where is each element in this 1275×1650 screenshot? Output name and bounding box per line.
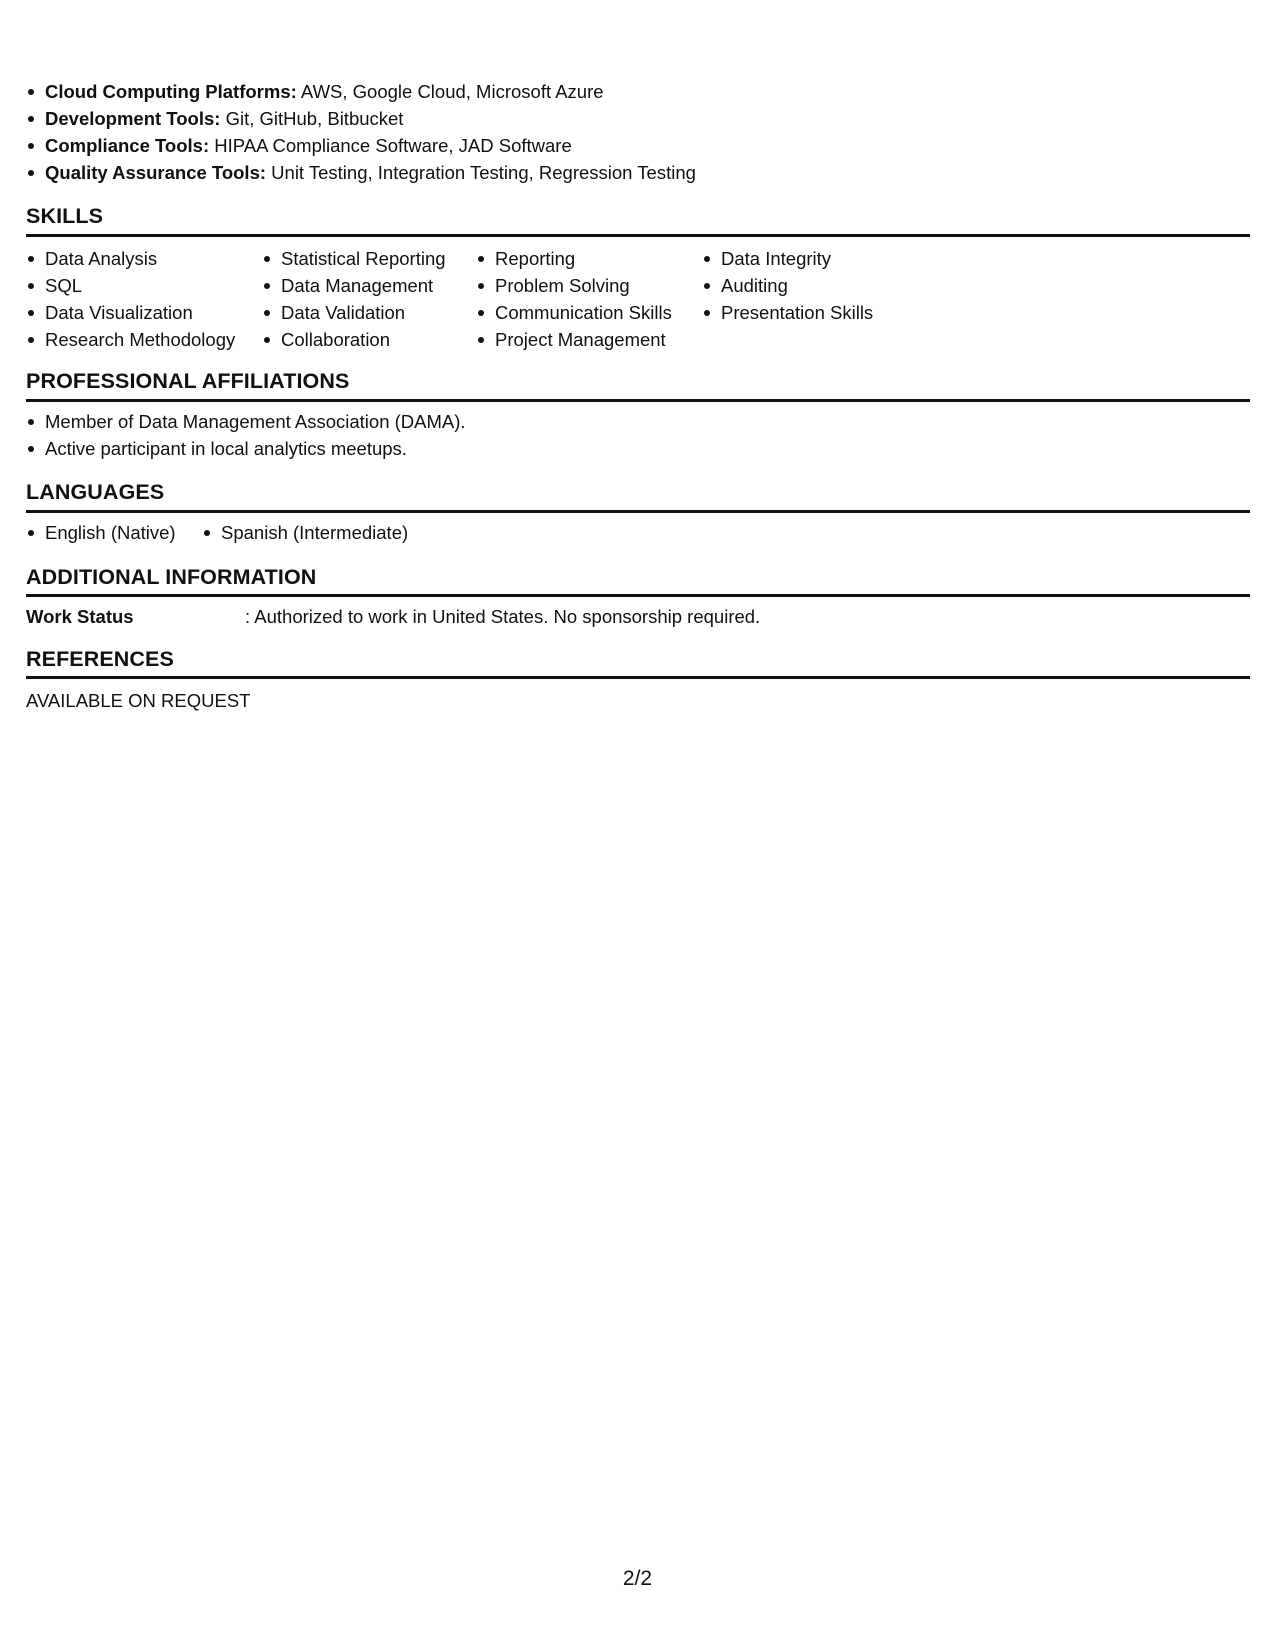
list-item: SQL <box>26 272 235 299</box>
page-number: 2/2 <box>622 1567 653 1590</box>
skills-column-4 <box>702 245 873 326</box>
references-heading: REFERENCES <box>26 647 174 671</box>
list-item: Data Management <box>262 272 446 299</box>
tool-category-value: Git, GitHub, Bitbucket <box>220 108 404 129</box>
list-item: Spanish (Intermediate) <box>202 519 408 546</box>
list-item: Communication Skills <box>476 299 672 326</box>
skills-column-1 <box>26 245 235 353</box>
list-item: Data Analysis <box>26 245 235 272</box>
list-item: English (Native) <box>26 519 176 546</box>
languages-list-1 <box>26 519 176 546</box>
list-item <box>26 159 696 186</box>
tools-list <box>26 78 696 186</box>
list-item <box>26 105 696 132</box>
section-divider <box>26 676 1250 679</box>
work-status-label: Work Status <box>26 606 134 627</box>
tool-category-label: Compliance Tools: <box>45 135 210 156</box>
tool-category-label: Quality Assurance Tools: <box>45 162 267 183</box>
list-item: Project Management <box>476 326 672 353</box>
section-divider <box>26 510 1250 513</box>
work-status-value: : Authorized to work in United States. No sponsorship required. <box>245 606 761 627</box>
additional-info-heading: ADDITIONAL INFORMATION <box>26 565 317 589</box>
tool-category-value: HIPAA Compliance Software, JAD Software <box>209 135 572 156</box>
section-divider <box>26 594 1250 597</box>
list-item: Collaboration <box>262 326 446 353</box>
list-item: Data Validation <box>262 299 446 326</box>
list-item: Reporting <box>476 245 672 272</box>
list-item: Problem Solving <box>476 272 672 299</box>
list-item: Member of Data Management Association (DAMA). <box>26 408 466 435</box>
list-item: Statistical Reporting <box>262 245 446 272</box>
skills-heading: SKILLS <box>26 204 104 228</box>
tool-category-value: Unit Testing, Integration Testing, Regression Testing <box>266 162 696 183</box>
list-item: Active participant in local analytics meetups. <box>26 435 466 462</box>
section-divider <box>26 234 1250 237</box>
tool-category-label: Development Tools: <box>45 108 221 129</box>
list-item: Auditing <box>702 272 873 299</box>
tool-category-value: AWS, Google Cloud, Microsoft Azure <box>296 81 604 102</box>
list-item <box>26 132 696 159</box>
list-item <box>26 78 696 105</box>
languages-list-2 <box>202 519 408 546</box>
affiliations-list <box>26 408 466 462</box>
list-item: Presentation Skills <box>702 299 873 326</box>
section-divider <box>26 399 1250 402</box>
skills-column-2 <box>262 245 446 353</box>
tool-category-label: Cloud Computing Platforms: <box>45 81 297 102</box>
references-text: AVAILABLE ON REQUEST <box>26 690 251 711</box>
skills-column-3 <box>476 245 672 353</box>
list-item: Data Visualization <box>26 299 235 326</box>
affiliations-heading: PROFESSIONAL AFFILIATIONS <box>26 369 350 393</box>
list-item: Research Methodology <box>26 326 235 353</box>
list-item: Data Integrity <box>702 245 873 272</box>
languages-heading: LANGUAGES <box>26 480 165 504</box>
